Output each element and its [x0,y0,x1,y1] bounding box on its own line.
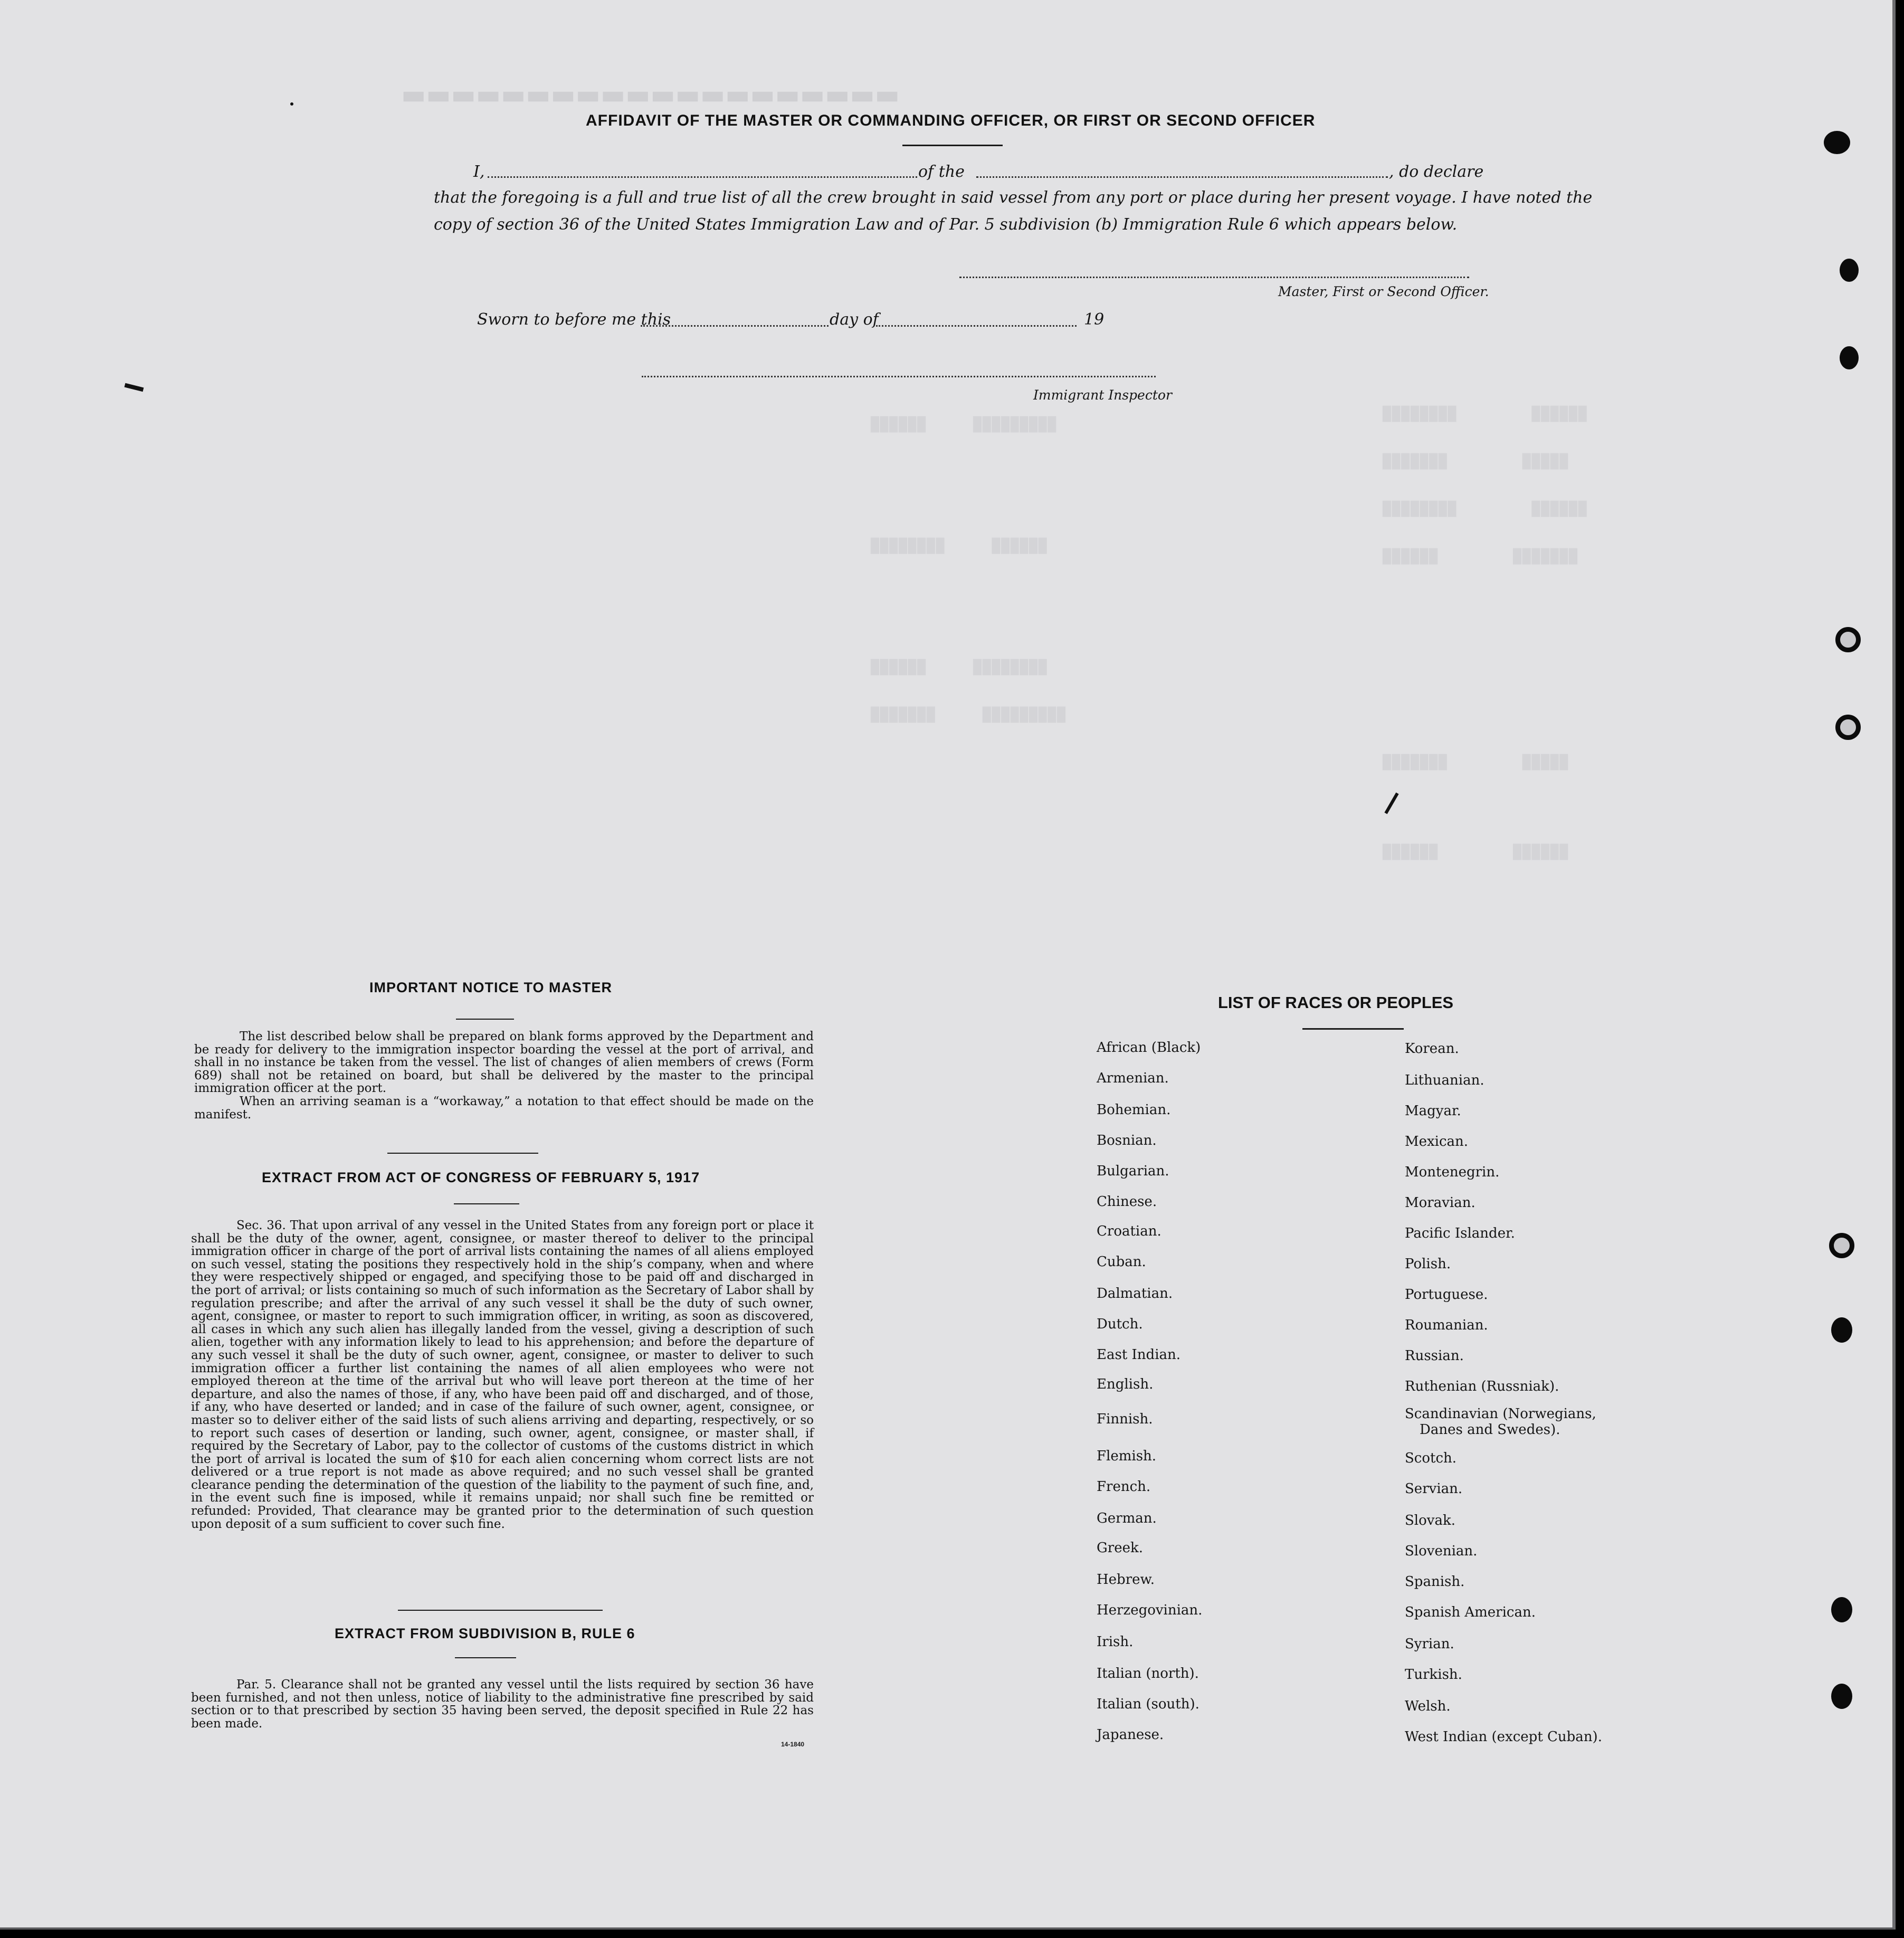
race-list-item: Montenegrin. [1405,1164,1500,1180]
race-list-item: Syrian. [1405,1636,1454,1652]
race-list-item: Spanish. [1405,1574,1465,1590]
bleed-through-text: ███████ █████ [1383,755,1569,771]
race-list-item: Bohemian. [1097,1102,1171,1118]
notice-title: IMPORTANT NOTICE TO MASTER [369,980,612,995]
title-underline [902,145,1003,146]
race-list-item: Italian (south). [1097,1696,1199,1712]
master-name-line[interactable] [488,176,917,178]
bleed-through-text: ███████ █████████ [871,707,1067,723]
bleed-through-text: ██████ █████████ [871,417,1058,433]
race-list-item: Slovenian. [1405,1543,1478,1559]
race-list-item: Portuguese. [1405,1287,1488,1303]
race-list-item: Flemish. [1097,1448,1157,1464]
race-list-item: Cuban. [1097,1254,1146,1270]
rule-extract-body: Par. 5. Clearance shall not be granted any vessel until the lists required by section 36 have been furnished, and not then unless, notice of liability to the administrative fine prescribed by said section or to that prescribed by section 35 having been served, the deposit specified in Rule 22 has been made. [191,1678,814,1731]
speck [125,383,144,392]
sworn-day-of: day of [830,310,879,329]
notice-paragraph-1: The list described below shall be prepared on blank forms approved by the Department and be ready for delivery to the immigration inspector boarding the vessel at the port of arrival, and shall in no instance be taken from the vessel. The list of changes of alien members of crews (Form 689) shall not be retained on board, but shall be delivered by the master to the principal immigration officer at the port. [194,1030,814,1096]
sworn-year: 19 [1084,310,1105,329]
act-underline [454,1203,519,1204]
race-list-item: Armenian. [1097,1070,1169,1086]
bleed-through-text: ██████ ████████ [871,660,1048,676]
race-list-item: Dutch. [1097,1316,1143,1332]
race-list-item: Spanish American. [1405,1604,1536,1620]
punch-hole [1831,1684,1852,1709]
bleed-through-text: ████████ ██████ [1383,406,1588,422]
race-list-item: Greek. [1097,1540,1143,1556]
race-list-item: Chinese. [1097,1194,1157,1210]
bleed-through-text: ███████ █████ [1383,454,1569,470]
race-list-item: Bosnian. [1097,1133,1157,1148]
notice-paragraph-2: When an arriving seaman is a “workaway,” a notation to that effect should be made on the manifest. [194,1094,814,1122]
race-list-item: French. [1097,1479,1151,1495]
race-list-item: Scandinavian (Norwegians, [1405,1406,1596,1422]
act-extract-body: Sec. 36. That upon arrival of any vessel in the United States from any foreign port or place it shall be the duty of the owner, agent, consignee, or master thereof to deliver to the principal immigration officer in charge of the port of arrival lists containing the names of all aliens employed on such vessel, stating the positions they respectively hold in the ship’s company, when and where they were respectively shipped or engaged, and specifying those to be paid off and discharged in the port of arrival; or lists containing so much of such information as the Secretary of Labor shall by regulation prescribe; and after the arrival of any such vessel it shall be the duty of such owner, agent, consignee, or master to report to such immigration officer, in writing, as soon as discovered, all cases in which any such alien has illegally landed from the vessel, giving a description of such alien, together with any information likely to lead to his apprehension; and before the departure of any such vessel it shall be the duty of such owner, agent, consignee, or master to deliver to such immigration officer a further list containing the names of all alien employees who were not employed thereon at the time of the arrival but who will leave port thereon at the time of her departure, and also the names of those, if any, who have been paid off and discharged, and of those, if any, who have deserted or landed; and in case of the failure of such owner, agent, consignee, or master so to deliver either of the said lists of such aliens arriving and departing, respectively, or so to report such cases of desertion or landing, such owner, agent, consignee, or master shall, if required by the Secretary of Labor, pay to the collector of customs of the customs district in which the port of arrival is located the sum of $10 for each alien concerning whom correct lists are not delivered or a true report is not made as above required; and no such vessel shall be granted clearance pending the determination of the question of the liability to the payment of such fine, and, in the event such fine is imposed, while it remains unpaid; nor shall such fine be remitted or refunded: Provided, That clearance may be granted prior to the determination of such question upon deposit of a sum sufficient to cover such fine. [191,1219,814,1531]
bleed-through-text: ██████ ██████ [1383,844,1569,860]
bleed-through-heading: ▬▬▬▬▬▬▬▬▬▬▬▬▬▬▬▬▬▬▬▬ [401,79,900,110]
bleed-through-text: ██████ ███████ [1383,549,1578,565]
race-list-item: Finnish. [1097,1411,1153,1427]
race-list-item: Slovak. [1405,1513,1455,1528]
race-list-item: Korean. [1405,1041,1459,1057]
rule-extract-title: EXTRACT FROM SUBDIVISION B, RULE 6 [335,1626,635,1641]
race-list-item: Herzegovinian. [1097,1602,1203,1618]
sworn-month-line[interactable] [876,325,1077,327]
affidavit-line3: copy of section 36 of the United States Immigration Law and of Par. 5 subdivision (b) Immigration Rule 6 which appears below. [434,215,1458,234]
race-list-item: West Indian (except Cuban). [1405,1729,1602,1745]
affidavit-title: AFFIDAVIT OF THE MASTER OR COMMANDING OFFICER, OR FIRST OR SECOND OFFICER [586,112,1316,129]
race-list-item: East Indian. [1097,1347,1181,1363]
race-list-item: Russian. [1405,1348,1464,1364]
bleed-through-text: ████████ ██████ [871,538,1048,554]
race-list-item: Welsh. [1405,1698,1451,1714]
master-signature-line[interactable] [959,277,1469,278]
affidavit-i: I, [473,163,485,181]
notice-underline [456,1019,514,1020]
race-list-item: English. [1097,1376,1154,1392]
race-list-item: German. [1097,1510,1157,1526]
race-list-item: Roumanian. [1405,1317,1488,1333]
speck [290,102,293,106]
race-list-item: Danes and Swedes). [1420,1422,1560,1438]
race-list-item: Croatian. [1097,1223,1162,1239]
race-list-item: Dalmatian. [1097,1286,1173,1302]
punch-hole [1831,1597,1852,1622]
punch-hole [1831,1317,1852,1343]
speck [1384,792,1398,814]
master-signature-label: Master, First or Second Officer. [1278,284,1489,299]
race-list-item: Polish. [1405,1256,1451,1272]
race-list-item: African (Black) [1097,1040,1201,1056]
act-extract-text [191,1219,814,1531]
race-list-item: Magyar. [1405,1103,1461,1119]
race-list-item: Hebrew. [1097,1572,1155,1588]
race-list-item: Turkish. [1405,1667,1462,1683]
vessel-name-line[interactable] [976,176,1388,178]
race-list-item: Italian (north). [1097,1666,1199,1682]
inspector-label: Immigrant Inspector [1033,387,1172,403]
race-list-item: Servian. [1405,1481,1463,1497]
races-title: LIST OF RACES OR PEOPLES [1218,993,1454,1012]
affidavit-declare: , do declare [1389,163,1484,181]
race-list-item: Irish. [1097,1634,1134,1650]
affidavit-of-the: of the [918,163,965,181]
sworn-prefix: Sworn to before me this [477,310,671,329]
punch-hole [1835,627,1861,652]
punch-hole [1829,1233,1854,1258]
section-divider [398,1610,603,1611]
rule-underline [455,1657,516,1658]
notice-text [194,1030,814,1121]
form-number: 14-1840 [781,1741,805,1748]
act-extract-title: EXTRACT FROM ACT OF CONGRESS OF FEBRUARY 5, 1917 [262,1170,700,1185]
races-underline [1302,1028,1404,1030]
race-list-item: Lithuanian. [1405,1072,1484,1088]
rule-extract-text [191,1678,814,1730]
punch-hole [1840,346,1859,369]
race-list-item: Japanese. [1097,1727,1164,1743]
race-list-item: Moravian. [1405,1195,1475,1211]
race-list-item: Bulgarian. [1097,1163,1169,1179]
punch-hole [1840,259,1859,282]
race-list-item: Ruthenian (Russniak). [1405,1379,1559,1394]
race-list-item: Pacific Islander. [1405,1226,1515,1241]
race-list-item: Mexican. [1405,1134,1469,1150]
sworn-day-line[interactable] [641,325,829,327]
punch-hole [1824,131,1850,154]
section-divider [387,1153,538,1154]
bleed-through-text: ████████ ██████ [1383,501,1588,517]
race-list-item: Scotch. [1405,1450,1457,1466]
inspector-signature-line[interactable] [642,376,1156,377]
punch-hole [1835,715,1861,740]
affidavit-line2: that the foregoing is a full and true list of all the crew brought in said vessel from any port or place during her present voyage. I have noted the [434,188,1593,207]
